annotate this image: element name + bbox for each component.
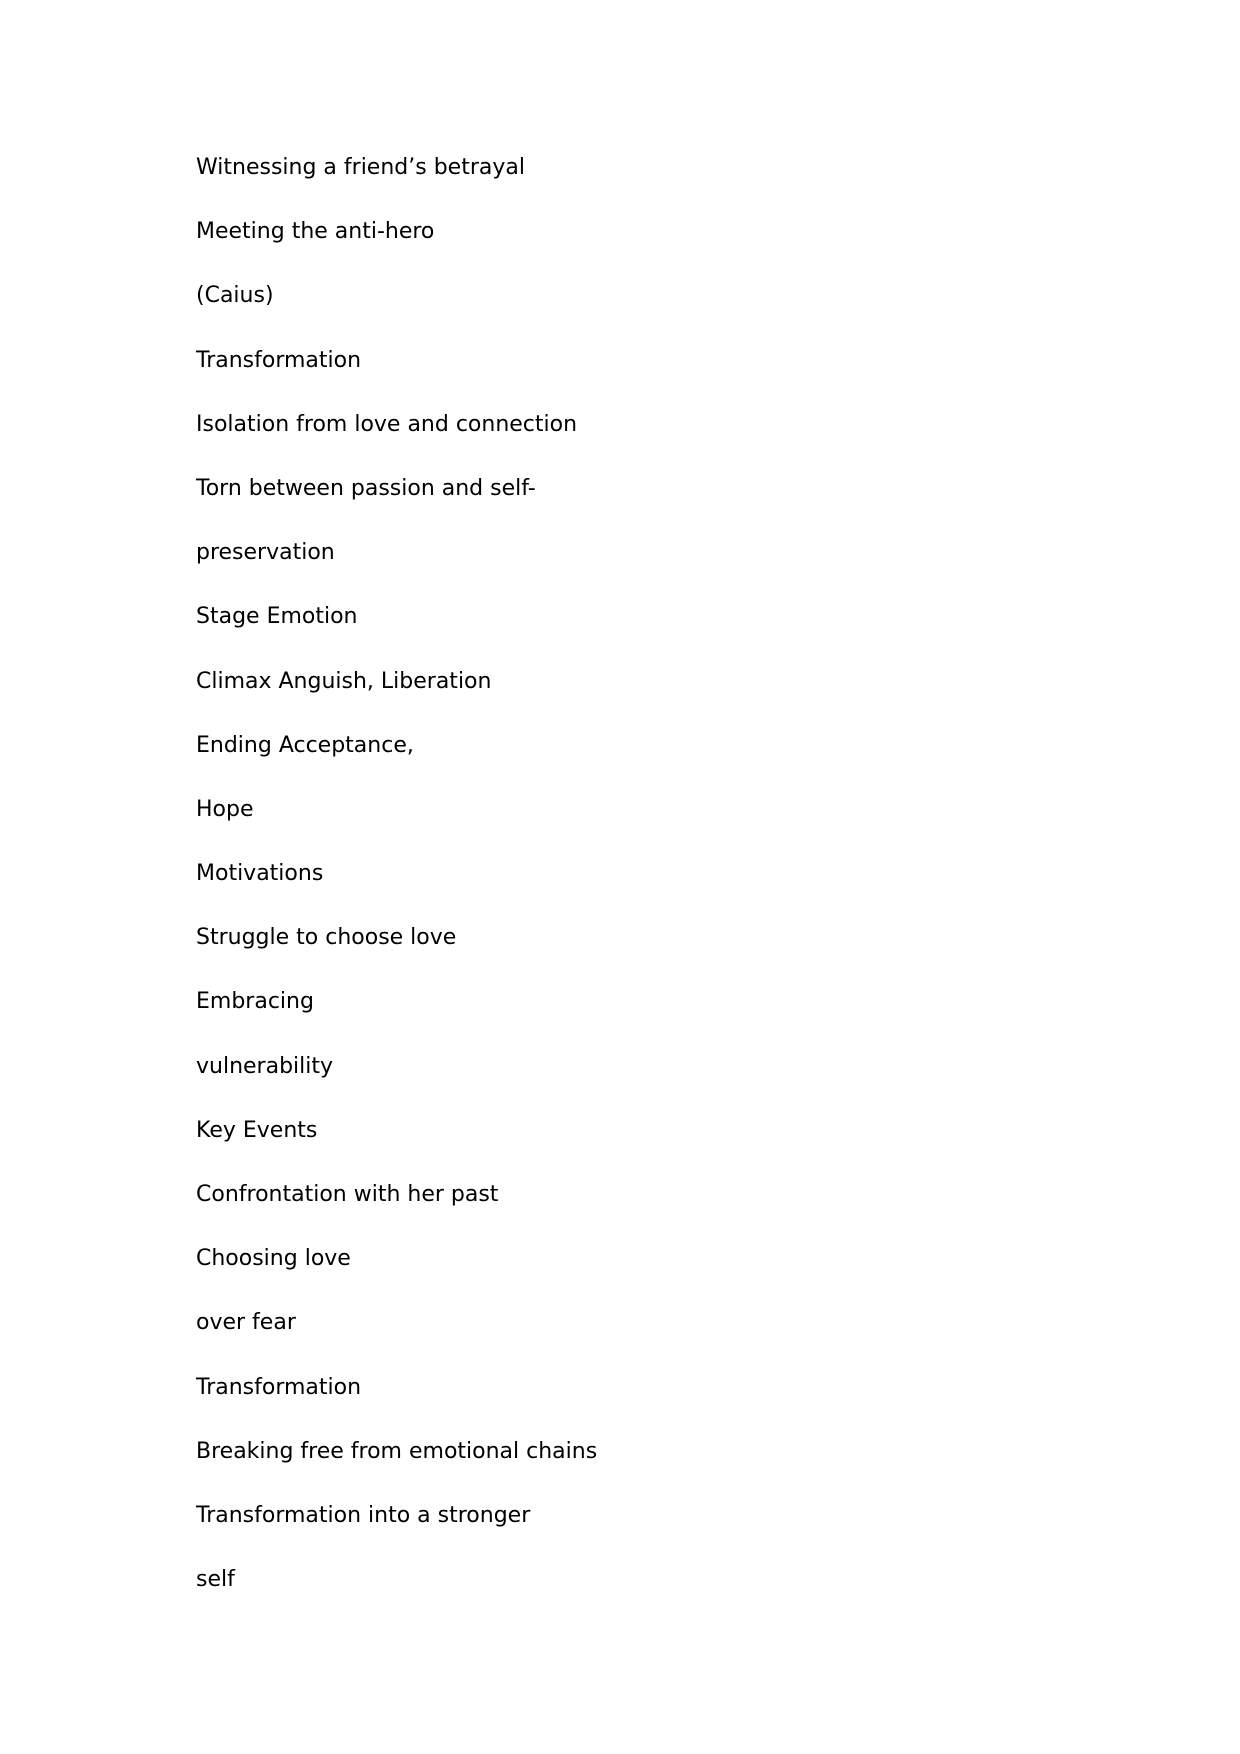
text-line: vulnerability (196, 1053, 334, 1079)
text-line: preservation (196, 540, 335, 566)
text-line: Motivations (196, 861, 324, 887)
text-line: Witnessing a friend’s betrayal (196, 155, 525, 180)
text-line: Ending Acceptance, (196, 732, 414, 758)
text-line: over fear (196, 1310, 296, 1336)
text-line: Transformation (196, 1374, 362, 1400)
text-line: self (196, 1567, 235, 1593)
text-line: Torn between passion and self- (196, 475, 536, 501)
text-line: Key Events (196, 1117, 318, 1143)
text-line: (Caius) (196, 283, 274, 309)
text-line: Confrontation with her past (196, 1182, 499, 1207)
text-line: Embracing (196, 989, 314, 1015)
text-line: Climax Anguish, Liberation (196, 668, 492, 694)
text-line: Choosing love (196, 1246, 351, 1272)
text-line: Struggle to choose love (196, 925, 457, 951)
text-line: Transformation into a stronger (196, 1502, 531, 1528)
text-line: Hope (196, 796, 254, 822)
text-line: Meeting the anti-hero (196, 219, 435, 245)
text-line: Isolation from love and connection (196, 411, 578, 437)
text-line: Transformation (196, 347, 362, 373)
text-line: Stage Emotion (196, 604, 358, 630)
text-body (196, 152, 597, 1628)
text-line: Breaking free from emotional chains (196, 1438, 598, 1464)
